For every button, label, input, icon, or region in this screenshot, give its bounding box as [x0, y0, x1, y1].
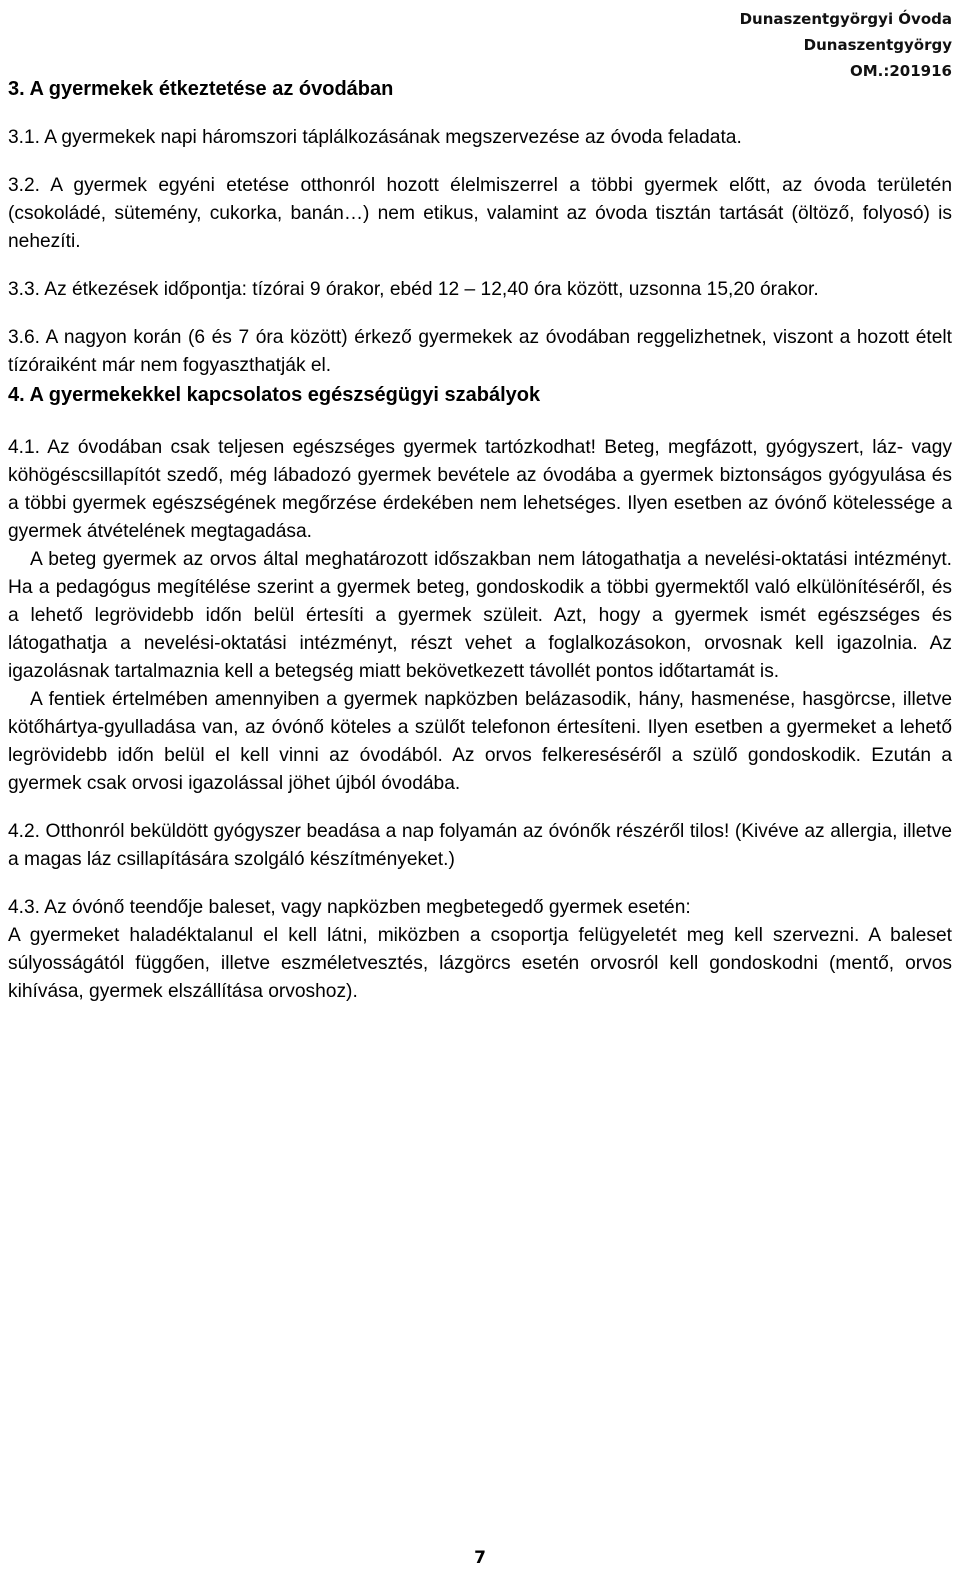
header-town: Dunaszentgyörgy [803, 36, 952, 54]
paragraph-3-1: 3.1. A gyermekek napi háromszori táplálkozásának megszervezése az óvoda feladata. [8, 127, 742, 148]
paragraph-4-2: 4.2. Otthonról beküldött gyógyszer beadása a nap folyamán az óvónők részéről tilos! (Kivéve az allergia, illetve a magas láz csillapítására szolgáló készítményeket.) [8, 821, 952, 870]
paragraph-4-1: 4.1. Az óvodában csak teljesen egészséges gyermek tartózkodhat! Beteg, megfázott, gyógyszert, láz- vagy köhögéscsillapítót szedő, még lábadozó gyermek bevétele az óvodába a gyermek biztonságos gyógyulása és a többi gyermek egészségének megőrzése érdekében nem lehetséges. Ilyen esetben az óvónő kötelessége a gyermek átvételének megtagadása. [8, 437, 952, 542]
paragraph-4-1-parent-notice: A fentiek értelmében amennyiben a gyermek napközben belázasodik, hány, hasmenése, hasgörcse, illetve kötőhártya-gyulladása van, az óvónő köteles a szülőt telefonon értesíteni. Ilyen esetben a gyermeket a lehető legrövidebb időn belül el kell vinni az óvodából. Az orvos felkereséséről a szülő gondoskodik. Ezután a gyermek csak orvosi igazolással jöhet újból óvodába. [8, 689, 952, 794]
header-om-number: OM.:201916 [850, 62, 952, 80]
paragraph-3-3: 3.3. Az étkezések időpontja: tízórai 9 órakor, ebéd 12 – 12,40 óra között, uzsonna 15,20 órakor. [8, 279, 819, 300]
section-3-title: 3. A gyermekek étkeztetése az óvodában [8, 78, 394, 100]
section-4-title: 4. A gyermekekkel kapcsolatos egészségügyi szabályok [8, 384, 541, 406]
page-body [8, 74, 952, 1006]
paragraph-3-6: 3.6. A nagyon korán (6 és 7 óra között) érkező gyermekek az óvodában reggelizhetnek, viszont a hozott ételt tízóraiként már nem fogyaszthatják el. [8, 327, 952, 376]
page-number: 7 [474, 1548, 486, 1568]
paragraph-4-3: 4.3. Az óvónő teendője baleset, vagy napközben megbetegedő gyermek esetén: [8, 897, 691, 918]
header-institution: Dunaszentgyörgyi Óvoda [739, 10, 952, 28]
paragraph-4-1-sick-child: A beteg gyermek az orvos által meghatározott időszakban nem látogathatja a nevelési-oktatási intézményt. Ha a pedagógus megítélése szerint a gyermek beteg, gondoskodik a többi gyermektől való elkülönítéséről, és a lehető legrövidebb időn belül értesíti a gyermek szüleit. Azt, hogy a gyermek ismét egészséges és látogathatja a nevelési-oktatási intézményt, részt vehet a foglalkozásokon, orvosnak kell igazolnia. Az igazolásnak tartalmaznia kell a betegség miatt bekövetkezett távollét pontos időtartamát is. [8, 549, 952, 682]
paragraph-3-2: 3.2. A gyermek egyéni etetése otthonról hozott élelmiszerrel a többi gyermek előtt, az óvoda területén (csokoládé, sütemény, cukorka, banán…) nem etikus, valamint az óvoda tisztán tartását (öltöző, folyosó) is nehezíti. [8, 175, 952, 252]
document-header [740, 6, 952, 84]
paragraph-4-3-body: A gyermeket haladéktalanul el kell látni, miközben a csoportja felügyeletét meg kell szervezni. A baleset súlyosságától függően, illetve eszméletvesztés, lázgörcs esetén orvosról kell gondoskodni (mentő, orvos kihívása, gyermek elszállítása orvoshoz). [8, 925, 952, 1002]
